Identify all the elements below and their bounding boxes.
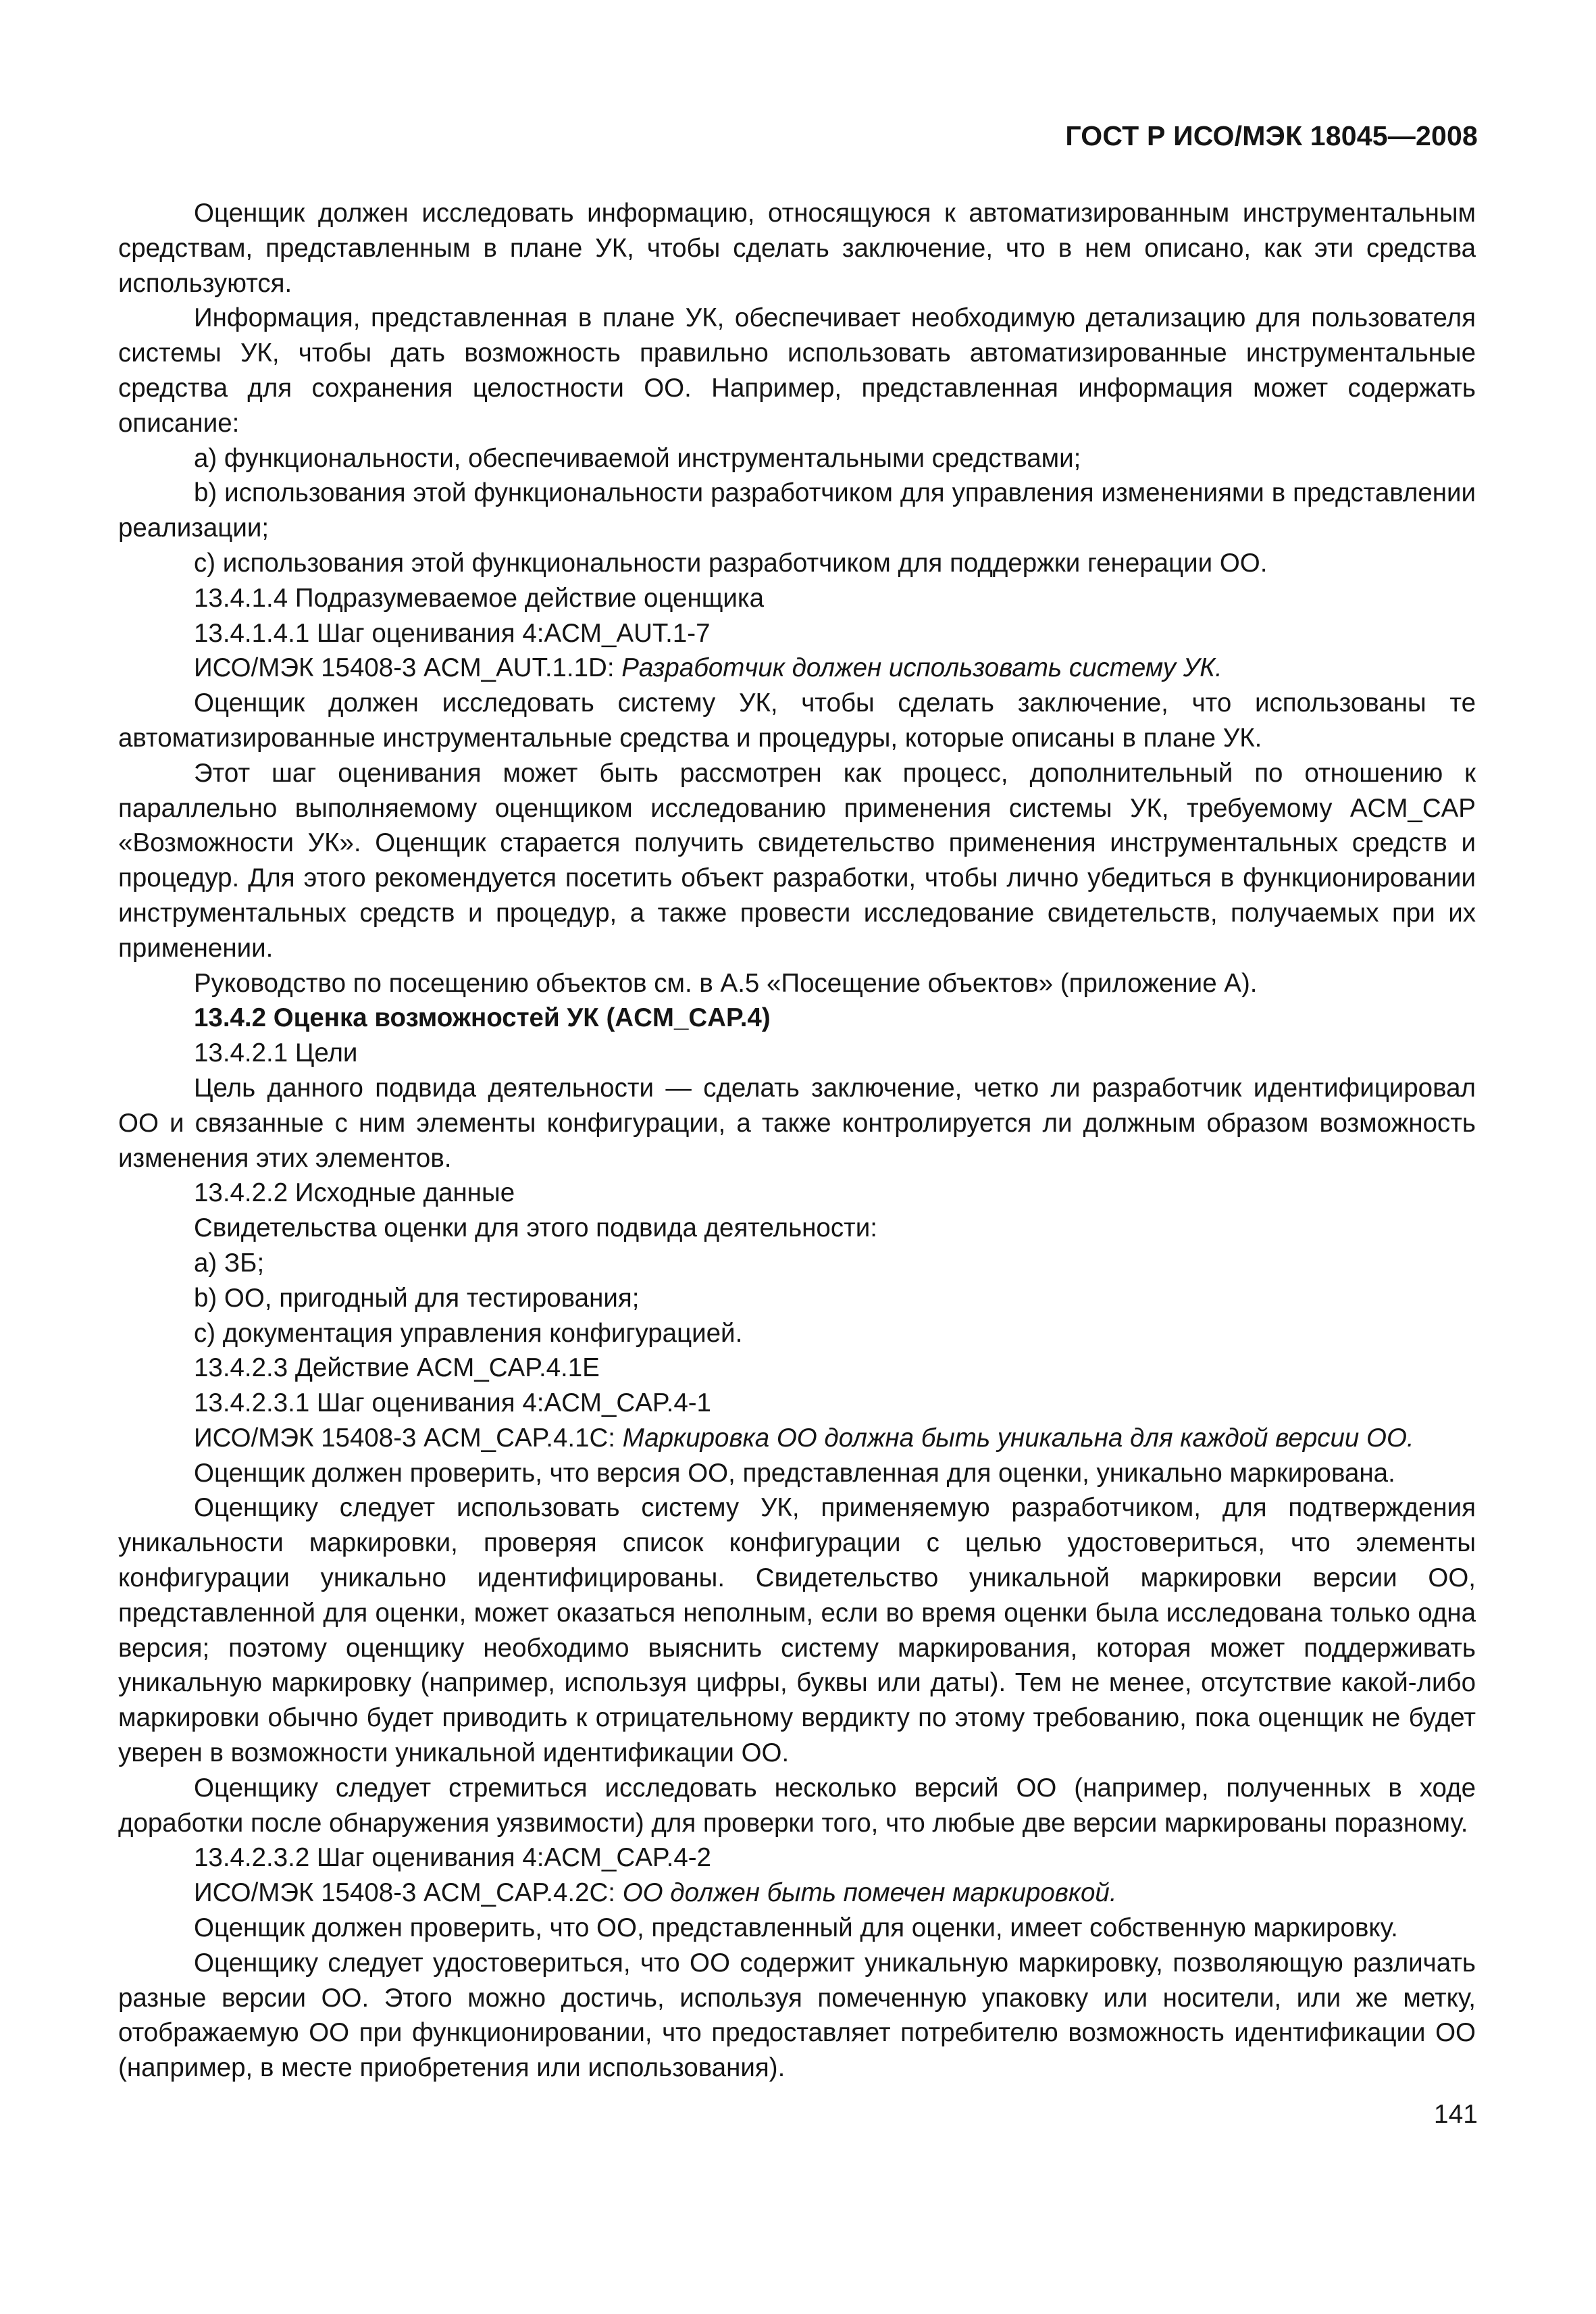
paragraph-text: b) ОО, пригодный для тестирования; [194,1283,640,1313]
document-body [118,196,1476,2086]
paragraph-text: 13.4.2.3.1 Шаг оценивания 4:ACM_CAP.4-1 [194,1388,711,1418]
paragraph-text: Оценщику следует использовать систему УК, применяемую разработчиком, для подтверждения уникальности маркировки, проверяя список конфигурации с целью удостовериться, что элементы конфигурации уникально идентифицированы. Свидетельство уникальной маркировки версии ОО, представленной для оценки, может оказаться неполным, если во время оценки была исследована только одна версия; поэтому оценщику необходимо выяснить систему маркирования, которая может поддерживать уникальную маркировку (например, используя цифры, буквы или даты). Тем не менее, отсутствие какой-либо маркировки обычно будет приводить к отрицательному вердикту по этому требованию, пока оценщик не будет уверен в возможности уникальной идентификации ОО. [118,1493,1476,1768]
paragraph [118,1421,1476,1456]
paragraph [118,1211,1476,1246]
paragraph-text: 13.4.2 Оценка возможностей УК (ACM_CAP.4) [194,1003,771,1033]
paragraph [118,1071,1476,1176]
paragraph-text: b) использования этой функциональности разработчиком для управления изменениями в представлении реализации; [118,478,1476,543]
paragraph [118,1316,1476,1351]
paragraph-text: 13.4.2.3.2 Шаг оценивания 4:ACM_CAP.4-2 [194,1843,711,1873]
requirement-italic-text: Разработчик должен использовать систему УК. [621,653,1222,683]
paragraph-text: а) ЗБ; [194,1248,265,1278]
paragraph [118,581,1476,616]
requirement-italic-text: ОО должен быть помечен маркировкой. [622,1878,1117,1908]
paragraph [118,1176,1476,1211]
paragraph-text: 13.4.2.1 Цели [194,1038,358,1068]
paragraph-text: ИСО/МЭК 15408-3 ACM_CAP.4.2C: [194,1878,623,1908]
paragraph-text: а) функциональности, обеспечиваемой инструментальными средствами; [194,443,1081,473]
paragraph-text: Оценщик должен исследовать систему УК, чтобы сделать заключение, что использованы те автоматизированные инструментальные средства и процедуры, которые описаны в плане УК. [118,688,1476,753]
section-heading [118,1001,1476,1036]
paragraph-text: Оценщику следует стремиться исследовать несколько версий ОО (например, полученных в ходе доработки после обнаружения уязвимости) для проверки того, что любые две версии маркированы поразному. [118,1773,1476,1838]
paragraph-text: 13.4.1.4.1 Шаг оценивания 4:ACM_AUT.1-7 [194,618,711,648]
paragraph [118,1771,1476,1841]
paragraph-text: Цель данного подвида деятельности — сделать заключение, четко ли разработчик идентифицировал ОО и связанные с ним элементы конфигурации, а также контролируется ли должным образом возможность изменения этих элементов. [118,1073,1476,1173]
paragraph [118,1036,1476,1071]
paragraph [118,1351,1476,1386]
paragraph [118,1876,1476,1911]
paragraph-text: Свидетельства оценки для этого подвида деятельности: [194,1213,877,1243]
paragraph [118,1840,1476,1876]
paragraph [118,686,1476,756]
paragraph-text: Этот шаг оценивания может быть рассмотрен как процесс, дополнительный по отношению к параллельно выполняемому оценщиком исследованию применения системы УК, требуемому ACM_CAP «Возможности УК». Оценщик старается получить свидетельство применения инструментальных средств и процедур. Для этого рекомендуется посетить объект разработки, чтобы лично убедиться в функционировании инструментальных средств и процедур, а также провести исследование свидетельств, получаемых при их применении. [118,758,1476,963]
paragraph-text: Информация, представленная в плане УК, обеспечивает необходимую детализацию для пользователя системы УК, чтобы дать возможность правильно использовать автоматизированные инструментальные средства для сохранения целостности ОО. Например, представленная информация может содержать описание: [118,303,1476,438]
paragraph [118,1456,1476,1491]
paragraph [118,966,1476,1001]
paragraph-text: 13.4.2.3 Действие ACM_CAP.4.1E [194,1353,600,1383]
requirement-italic-text: Маркировка ОО должна быть уникальна для каждой версии ОО. [622,1423,1414,1453]
paragraph-text: Оценщик должен исследовать информацию, относящуюся к автоматизированным инструментальным средствам, представленным в плане УК, чтобы сделать заключение, что в нем описано, как эти средства используются. [118,199,1476,298]
paragraph [118,616,1476,651]
paragraph [118,441,1476,476]
paragraph-text: Оценщику следует удостовериться, что ОО содержит уникальную маркировку, позволяющую различать разные версии ОО. Этого можно достичь, используя помеченную упаковку или носители, или же метку, отображаемую ОО при функционировании, что предоставляет потребителю возможность идентификации ОО (например, в месте приобретения или использования). [118,1948,1476,2083]
paragraph [118,1911,1476,1946]
paragraph-text: Оценщик должен проверить, что ОО, представленный для оценки, имеет собственную маркировку. [194,1913,1398,1943]
paragraph [118,476,1476,546]
paragraph [118,546,1476,581]
paragraph [118,196,1476,301]
paragraph [118,301,1476,441]
paragraph-text: ИСО/МЭК 15408-3 ACM_CAP.4.1C: [194,1423,623,1453]
paragraph-text: 13.4.2.2 Исходные данные [194,1178,515,1208]
paragraph [118,1386,1476,1421]
paragraph [118,1946,1476,2086]
paragraph-text: c) использования этой функциональности разработчиком для поддержки генерации ОО. [194,548,1268,578]
paragraph-text: ИСО/МЭК 15408-3 ACM_AUT.1.1D: [194,653,622,683]
paragraph [118,651,1476,686]
paragraph [118,1281,1476,1316]
paragraph-text: 13.4.1.4 Подразумеваемое действие оценщика [194,583,765,613]
paragraph [118,1246,1476,1281]
paragraph-text: Руководство по посещению объектов см. в А.5 «Посещение объектов» (приложение А). [194,968,1258,998]
page-number: 141 [1433,2100,1478,2129]
paragraph [118,756,1476,966]
paragraph [118,1490,1476,1770]
standard-header: ГОСТ Р ИСО/МЭК 18045—2008 [1065,120,1478,151]
paragraph-text: Оценщик должен проверить, что версия ОО, представленная для оценки, уникально маркирована. [194,1458,1395,1488]
paragraph-text: c) документация управления конфигурацией. [194,1318,743,1348]
